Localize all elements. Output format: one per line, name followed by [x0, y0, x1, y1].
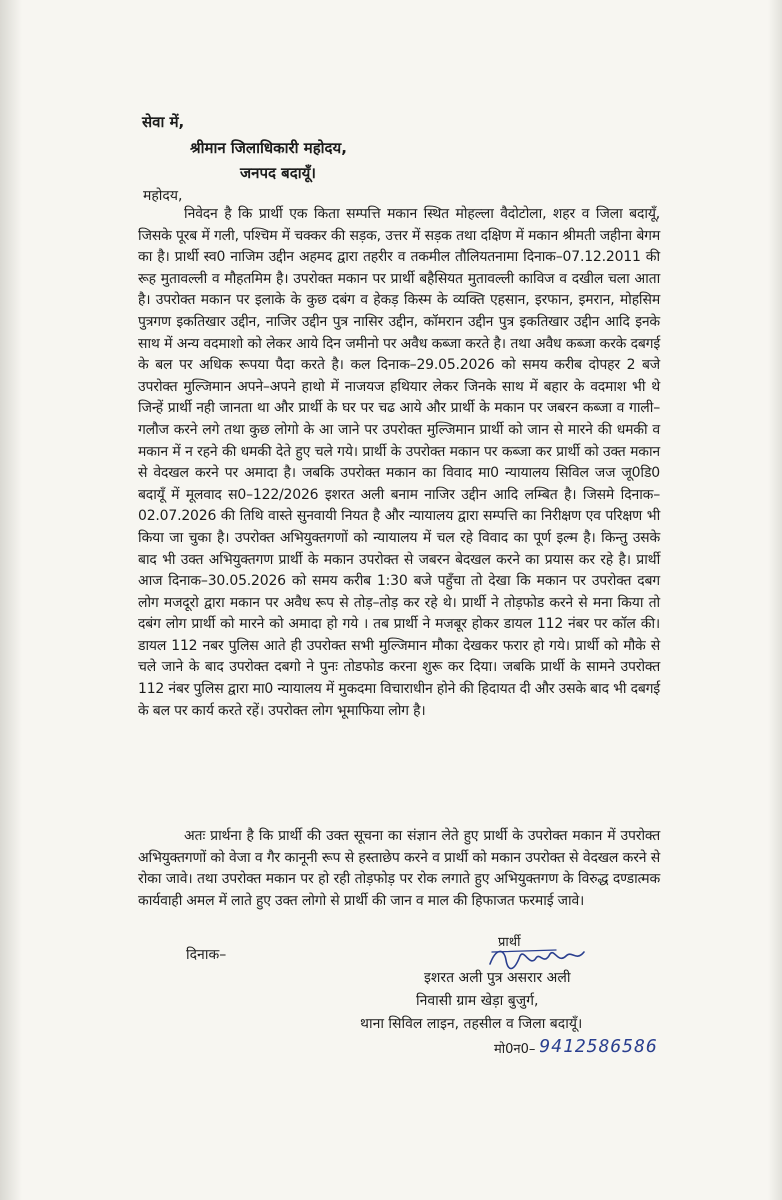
prayer-paragraph: अतः प्रार्थना है कि प्रार्थी की उक्त सूचना का संज्ञान लेते हुए प्रार्थी के उपरोक्त मकान में उपरोक्त अभियुक्तगणों को वेजा व गैर कानूनी रूप से हस्ताछेप करने व प्रार्थी को मकान उपरोक्त से वेदखल करने से रोका जावे। तथा उपरोक्त मकान पर हो रही तोड़फोड़ पर रोक लगाते हुए अभियुक्तगण के विरुद्ध दण्डात्मक कार्यवाही अमल में लाते हुए उक्त लोगो से प्रार्थी की जान व माल की हिफाजत फरमाई जावे। — [138, 828, 660, 909]
body-paragraph: निवेदन है कि प्रार्थी एक किता सम्पत्ति मकान स्थित मोहल्ला वैदोटोला, शहर व जिला बदायूँ, जिसके पूरब में गली, पश्चिम में चक्कर की सड़क, उत्तर में सड़क तथा दक्षिण में मकान श्रीमती जहीना बेगम का है। प्रार्थी स्व0 नाजिम उद्दीन अहमद द्वारा तहरीर व तकमील तौलियतनामा दिनाक–07.12.2011 की रूह मुतावल्ली व मौहतमिम है। उपरोक्त मकान पर प्रार्थी बहैसियत मुतावल्ली काविज व दखील चला आता है। उपरोक्त मकान पर इलाके के कुछ दबंग व हेकड़ किस्म के व्यक्ति एहसान, इरफान, इमरान, मोहसिम पुत्रगण इकतिखार उद्दीन, नाजिर उद्दीन पुत्र नासिर उद्दीन, कॉमरान उद्दीन पुत्र इकतिखार उद्दीन आदि इनके साथ में अन्य वदमाशो को लेकर आये दिन जमीनो पर अवैध कब्जा करते है। तथा अवैध कब्जा करके दबगई के बल पर अधिक रूपया पैदा करते है। कल दिनाक–29.05.2026 को समय करीब दोपहर 2 बजे उपरोक्त मुल्जिमान अपने–अपने हाथो में नाजयज हथियार लेकर जिनके साथ में बहार के वदमाश भी थे जिन्हें प्रार्थी नही जानता था और प्रार्थी के घर पर चढ आये और प्रार्थी के मकान पर जबरन कब्जा व गाली–गलौज करने लगे तथा कुछ लोगो के आ जाने पर उपरोक्त मुल्जिमान प्रार्थी को जान से मारने की धमकी व मकान में न रहने की धमकी देते हुए चले गये। प्रार्थी के उपरोक्त मकान पर कब्जा कर प्रार्थी को उक्त मकान से वेदखल करने पर अमादा है। जबकि उपरोक्त मकान का विवाद मा0 न्यायालय सिविल जज जू0डि0 बदायूँ में मूलवाद स0–122/2026 इशरत अली बनाम नाजिर उद्दीन आदि लम्बित है। जिसमे दिनाक–02.07.2026 की तिथि वास्ते सुनवायी नियत है और न्यायालय द्वारा सम्पत्ति का निरीक्षण एव परिक्षण भी किया जा चुका है। उपरोक्त अभियुक्तगणों को न्यायालय में चल रहे विवाद का पूर्ण इल्म है। किन्तु उसके बाद भी उक्त अभियुक्तगण प्रार्थी के मकान उपरोक्त से जबरन बेदखल करने का प्रयास कर रहे है। प्रार्थी आज दिनाक–30.05.2026 को समय करीब 1:30 बजे पहुँचा तो देखा कि मकान पर उपरोक्त दबग लोग मजदूरो द्वारा मकान पर अवैध रूप से तोड़–तोड़ कर रहे थे। प्रार्थी ने तोड़फोड करने से मना किया तो दबंग लोग प्रार्थी को मारने को अमादा हो गये । तब प्रार्थी ने मजबूर होकर डायल 112 नंबर पर कॉल की। डायल 112 नबर पुलिस आते ही उपरोक्त सभी मुल्जिमान मौका देखकर फरार हो गये। प्रार्थी को मौके से चले जाने के बाद उपरोक्त दबगो ने पुनः तोडफोड करना शुरू कर दिया। जबकि प्रार्थी के सामने उपरोक्त 112 नंबर पुलिस द्वारा मा0 न्यायालय में मुकदमा विचाराधीन होने की हिदायत दी और उसके बाद भी दबगई के बल पर कार्य करते रहें। उपरोक्त लोग भूमाफिया लोग है। — [138, 206, 660, 719]
mobile-number-line — [494, 1036, 658, 1057]
page-edge-right — [768, 0, 782, 1200]
date-label: दिनाक– — [186, 947, 227, 963]
page-edge-left — [0, 0, 22, 1200]
address-line-2: श्रीमान जिलाधिकारी महोदय, — [190, 139, 347, 157]
applicant-residence: निवासी ग्राम खेड़ा बुजुर्ग, — [416, 993, 539, 1009]
letter-prayer — [138, 826, 660, 912]
applicant-label: प्रार्थी — [498, 935, 521, 950]
address-line-1: सेवा में, — [142, 113, 185, 131]
mobile-number: 9412586586 — [539, 1036, 658, 1057]
address-line-3: जनपद बदायूँ। — [240, 164, 316, 182]
mobile-label: मो0न0– — [494, 1042, 536, 1057]
applicant-jurisdiction: थाना सिविल लाइन, तहसील व जिला बदायूँ। — [360, 1016, 583, 1032]
letter-body — [138, 204, 660, 722]
salutation: महोदय, — [143, 188, 183, 204]
applicant-name: इशरत अली पुत्र असरार अली — [424, 970, 571, 986]
